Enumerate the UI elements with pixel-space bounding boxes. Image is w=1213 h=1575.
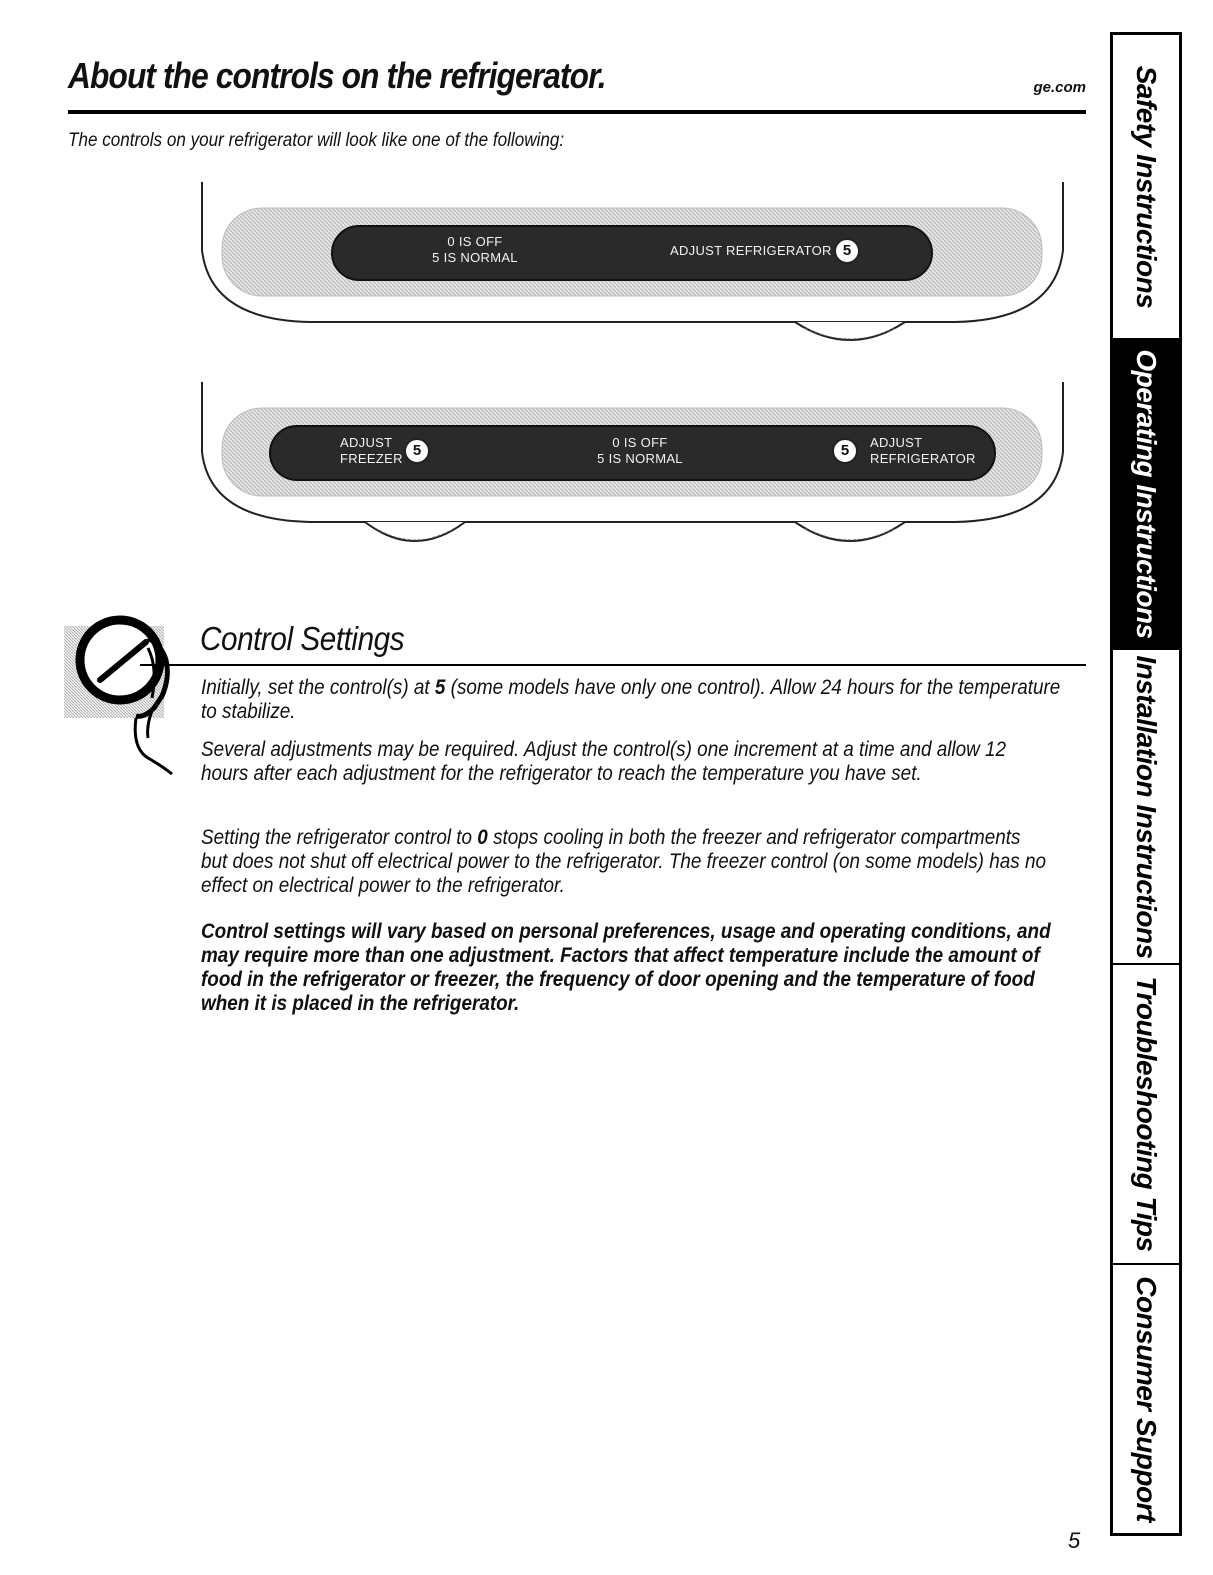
sidebar-nav — [1110, 32, 1182, 1536]
p1-bold-value: 5 — [434, 676, 446, 699]
single-refrigerator-knob[interactable]: 5 — [834, 238, 860, 264]
single-off-label: 0 IS OFF — [447, 234, 503, 249]
single-normal-label: 5 IS NORMAL — [432, 250, 518, 265]
heading-divider — [140, 664, 1086, 666]
single-adjust-label: ADJUST REFRIGERATOR — [670, 243, 832, 258]
freezer-knob[interactable]: 5 — [404, 438, 430, 464]
single-control-panel-drawing — [200, 180, 1065, 360]
tab-label: Safety Instructions — [1131, 65, 1162, 308]
intro-text: The controls on your refrigerator will look like one of the following: — [68, 130, 565, 151]
p1-text-b: (some models have only one control). Allow 24 hours for the temperature to stabilize. — [201, 676, 1061, 723]
p3-bold-value: 0 — [477, 826, 488, 849]
dual-off-normal-label — [580, 435, 700, 467]
dual-off-label: 0 IS OFF — [612, 435, 668, 450]
section-heading: Control Settings — [200, 620, 405, 657]
paragraph-adjustments: Several adjustments may be required. Adjust the control(s) one increment at a time and allow 12 hours after each adjustment for the refrigerator to reach the temperature you have set. — [201, 738, 1007, 785]
dual-refrigerator-knob[interactable]: 5 — [832, 438, 858, 464]
tab-label: Installation Instructions — [1131, 654, 1162, 959]
freezer-adjust-label — [340, 435, 403, 467]
refrigerator-line1: ADJUST — [870, 435, 923, 450]
paragraph-initial-setting — [201, 676, 1065, 724]
dual-normal-label: 5 IS NORMAL — [597, 451, 683, 466]
page-number: 5 — [1068, 1528, 1081, 1553]
p3-text-a: Setting the refrigerator control to — [201, 826, 478, 849]
page-header — [68, 55, 1086, 114]
tab-consumer-support[interactable] — [1113, 1265, 1179, 1533]
paragraph-bold-note: Control settings will vary based on personal preferences, usage and operating conditions, and may require more than one adjustment. Factors that affect temperature include the amount of food in the refrigerator or freezer, the frequency of door opening and the temperature of food when it is placed in the refrigerator. — [201, 920, 1051, 1015]
dual-control-panel-drawing — [200, 380, 1065, 570]
hand-turning-knob-icon — [62, 598, 192, 788]
single-off-normal-label — [415, 234, 535, 266]
tab-operating-instructions[interactable] — [1113, 340, 1179, 650]
tab-label: Consumer Support — [1131, 1276, 1162, 1522]
refrigerator-line2: REFRIGERATOR — [870, 451, 976, 466]
single-control-panel — [200, 180, 1065, 360]
p3-text-b: stops cooling in both the freezer and refrigerator compartments but does not shut off electrical power to the refrigerator. The freezer control (on some models) has no effect on electrical power to the refrigerator. — [201, 826, 1046, 897]
paragraph-zero-setting — [201, 826, 1047, 898]
tab-label: Operating Instructions — [1131, 349, 1162, 639]
site-link[interactable]: ge.com — [1033, 79, 1086, 96]
freezer-line2: FREEZER — [340, 451, 403, 466]
p1-text-a: Initially, set the control(s) at — [201, 676, 435, 699]
freezer-line1: ADJUST — [340, 435, 393, 450]
tab-installation-instructions[interactable] — [1113, 650, 1179, 965]
tab-safety-instructions[interactable] — [1113, 35, 1179, 340]
tab-label: Troubleshooting Tips — [1131, 976, 1162, 1252]
page-title: About the controls on the refrigerator. — [68, 55, 606, 96]
tab-troubleshooting-tips[interactable] — [1113, 965, 1179, 1265]
dual-control-panel — [200, 380, 1065, 570]
refrigerator-adjust-label — [870, 435, 976, 467]
